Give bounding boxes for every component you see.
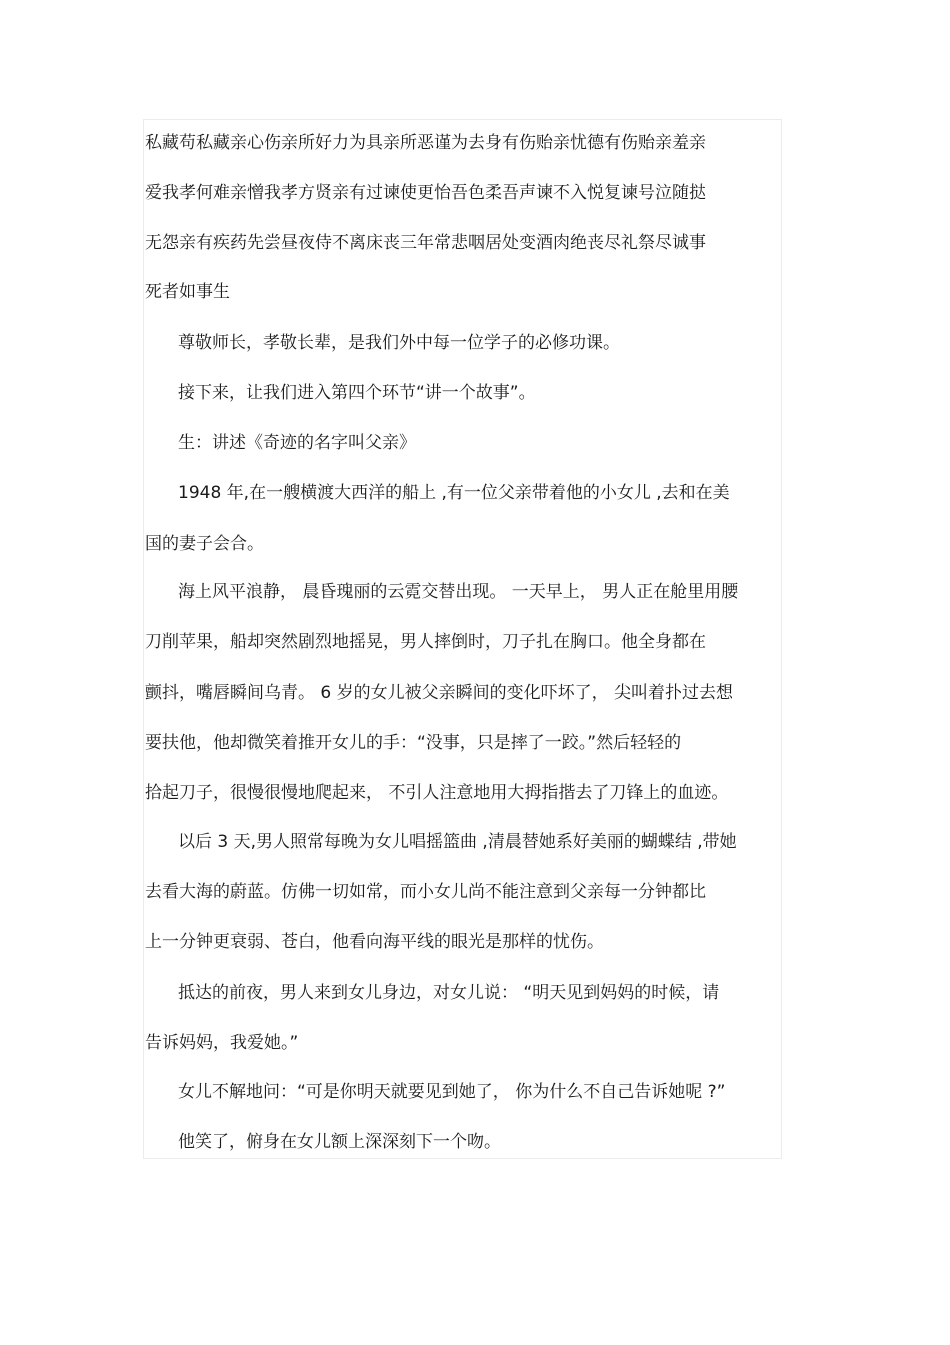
text-line: 国的妻子会合。: [145, 534, 264, 554]
text-line: 以后 3 天,男人照常每晚为女儿唱摇篮曲 ,清晨替她系好美丽的蝴蝶结 ,带她: [178, 832, 737, 852]
text-line: 女儿不解地问：“可是你明天就要见到她了， 你为什么不自己告诉她呢 ?”: [178, 1082, 726, 1102]
text-line: 生：讲述《奇迹的名字叫父亲》: [178, 433, 416, 453]
text-line: 抵达的前夜，男人来到女儿身边，对女儿说： “明天见到妈妈的时候，请: [178, 983, 720, 1003]
text-line: 去看大海的蔚蓝。仿佛一切如常，而小女儿尚不能注意到父亲每一分钟都比: [145, 882, 706, 902]
text-line: 告诉妈妈，我爱她。”: [145, 1033, 299, 1053]
text-line: 上一分钟更衰弱、苍白，他看向海平线的眼光是那样的忧伤。: [145, 932, 604, 952]
text-line: 刀削苹果，船却突然剧烈地摇晃，男人摔倒时，刀子扎在胸口。他全身都在: [145, 632, 706, 652]
text-line: 尊敬师长，孝敬长辈，是我们外中每一位学子的必修功课。: [178, 333, 620, 353]
text-line: 海上风平浪静， 晨昏瑰丽的云霓交替出现。 一天早上， 男人正在舱里用腰: [178, 582, 739, 602]
text-line: 无怨亲有疾药先尝昼夜侍不离床丧三年常悲咽居处变酒肉绝丧尽礼祭尽诚事: [145, 233, 706, 253]
text-line: 颤抖，嘴唇瞬间乌青。 6 岁的女儿被父亲瞬间的变化吓坏了， 尖叫着扑过去想: [145, 683, 734, 703]
text-line: 死者如事生: [145, 282, 230, 302]
text-line: 1948 年,在一艘横渡大西洋的船上 ,有一位父亲带着他的小女儿 ,去和在美: [178, 483, 730, 503]
text-line: 私藏苟私藏亲心伤亲所好力为具亲所恶谨为去身有伤贻亲忧德有伤贻亲羞亲: [145, 133, 706, 153]
text-line: 要扶他，他却微笑着推开女儿的手：“没事，只是摔了一跤。”然后轻轻的: [145, 733, 682, 753]
text-line: 拾起刀子，很慢很慢地爬起来， 不引人注意地用大拇指揩去了刀锋上的血迹。: [145, 783, 729, 803]
text-line: 他笑了，俯身在女儿额上深深刻下一个吻。: [178, 1132, 501, 1152]
text-line: 爱我孝何难亲憎我孝方贤亲有过谏使更怡吾色柔吾声谏不入悦复谏号泣随挞: [145, 183, 706, 203]
text-line: 接下来，让我们进入第四个环节“讲一个故事”。: [178, 383, 536, 403]
